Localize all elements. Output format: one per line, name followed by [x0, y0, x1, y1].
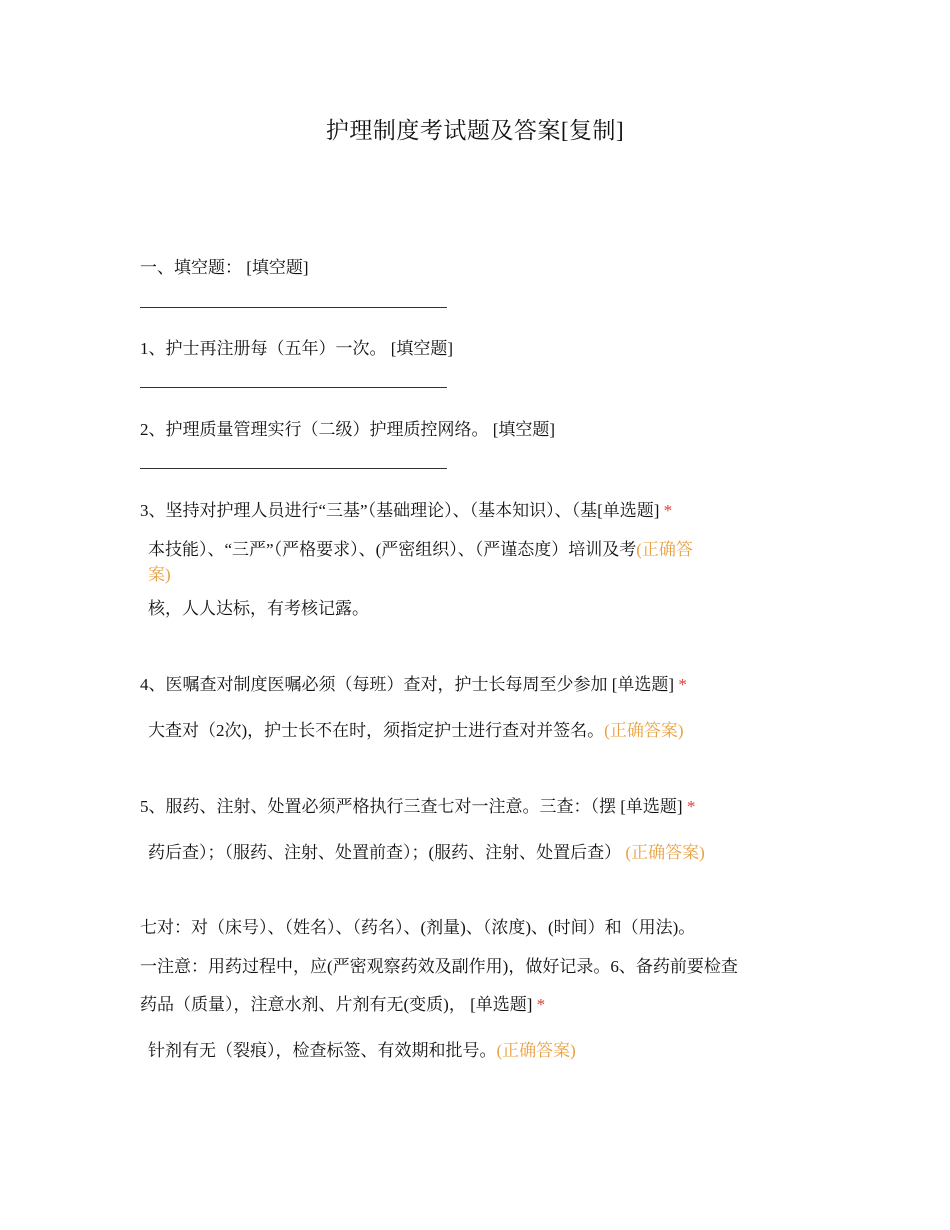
question-text: 药品（质量），注意水剂、片剂有无(变质)，: [140, 995, 466, 1014]
correct-answer-label: (正确答案): [496, 1041, 576, 1060]
fill-blank-input[interactable]: [140, 307, 447, 308]
correct-answer-continuation: [148, 560, 171, 585]
question-1: [140, 334, 453, 359]
required-marker: *: [678, 675, 687, 694]
question-4: [140, 670, 687, 695]
fill-blank-input[interactable]: [140, 468, 447, 469]
paragraph-line: 七对：对（床号）、（姓名）、（药名）、(剂量)、（浓度)、(时间）和（用法)。: [140, 918, 696, 937]
required-marker: *: [536, 995, 546, 1014]
option-label: 针剂有无（裂痕），检查标签、有效期和批号。: [148, 1041, 497, 1060]
option-text[interactable]: [148, 716, 684, 741]
option-text-continuation: 核，人人达标，有考核记露。: [148, 599, 369, 618]
fill-blank-input[interactable]: [140, 387, 447, 388]
option-label: 本技能）、“三严”（严格要求）、(严密组织）、（严谨态度）培训及考: [148, 540, 637, 559]
correct-answer-label: (正确答: [636, 540, 693, 559]
required-marker: *: [663, 501, 673, 520]
question-type-tag: [单选题]: [597, 501, 660, 520]
correct-answer-label: 案): [148, 565, 171, 584]
question-text: 1、护士再注册每（五年）一次。: [140, 339, 387, 358]
option-label: 大查对（2次)，护士长不在时，须指定护士进行查对并签名。: [148, 721, 605, 740]
question-type-tag: [填空题]: [246, 258, 309, 277]
question-5: [140, 792, 695, 817]
required-marker: *: [686, 797, 696, 816]
question-type-tag: [单选题]: [611, 675, 675, 694]
question-type-tag: [填空题]: [492, 420, 556, 439]
correct-answer-label: (正确答案): [604, 721, 684, 740]
question-3: [140, 496, 672, 521]
option-label: 药后查）；（服药、注射、处置前查）；(服药、注射、处置后查）: [148, 843, 622, 862]
option-text[interactable]: [148, 535, 693, 560]
question-text: 3、坚持对护理人员进行“三基”（基础理论）、（基本知识）、（基: [140, 501, 598, 520]
question-heading: [140, 253, 309, 278]
question-text: 4、医嘱查对制度医嘱必须（每班）查对，护士长每周至少参加: [140, 675, 608, 694]
question-text: 一、填空题：: [140, 258, 242, 277]
question-type-tag: [填空题]: [390, 339, 454, 358]
paragraph-line: 一注意：用药过程中，应(严密观察药效及副作用)，做好记录。6、备药前要检查: [140, 957, 738, 976]
question-2: [140, 415, 555, 440]
option-text[interactable]: [148, 838, 705, 863]
correct-answer-label: (正确答案): [625, 843, 705, 862]
page-title: 护理制度考试题及答案[复制]: [325, 118, 625, 143]
question-type-tag: [单选题]: [470, 995, 533, 1014]
question-6: [140, 990, 545, 1015]
question-text: 5、服药、注射、处置必须严格执行三查七对一注意。三查：（摆: [140, 797, 616, 816]
option-text[interactable]: [148, 1036, 576, 1061]
question-type-tag: [单选题]: [620, 797, 683, 816]
question-text: 2、护理质量管理实行（二级）护理质控网络。: [140, 420, 489, 439]
